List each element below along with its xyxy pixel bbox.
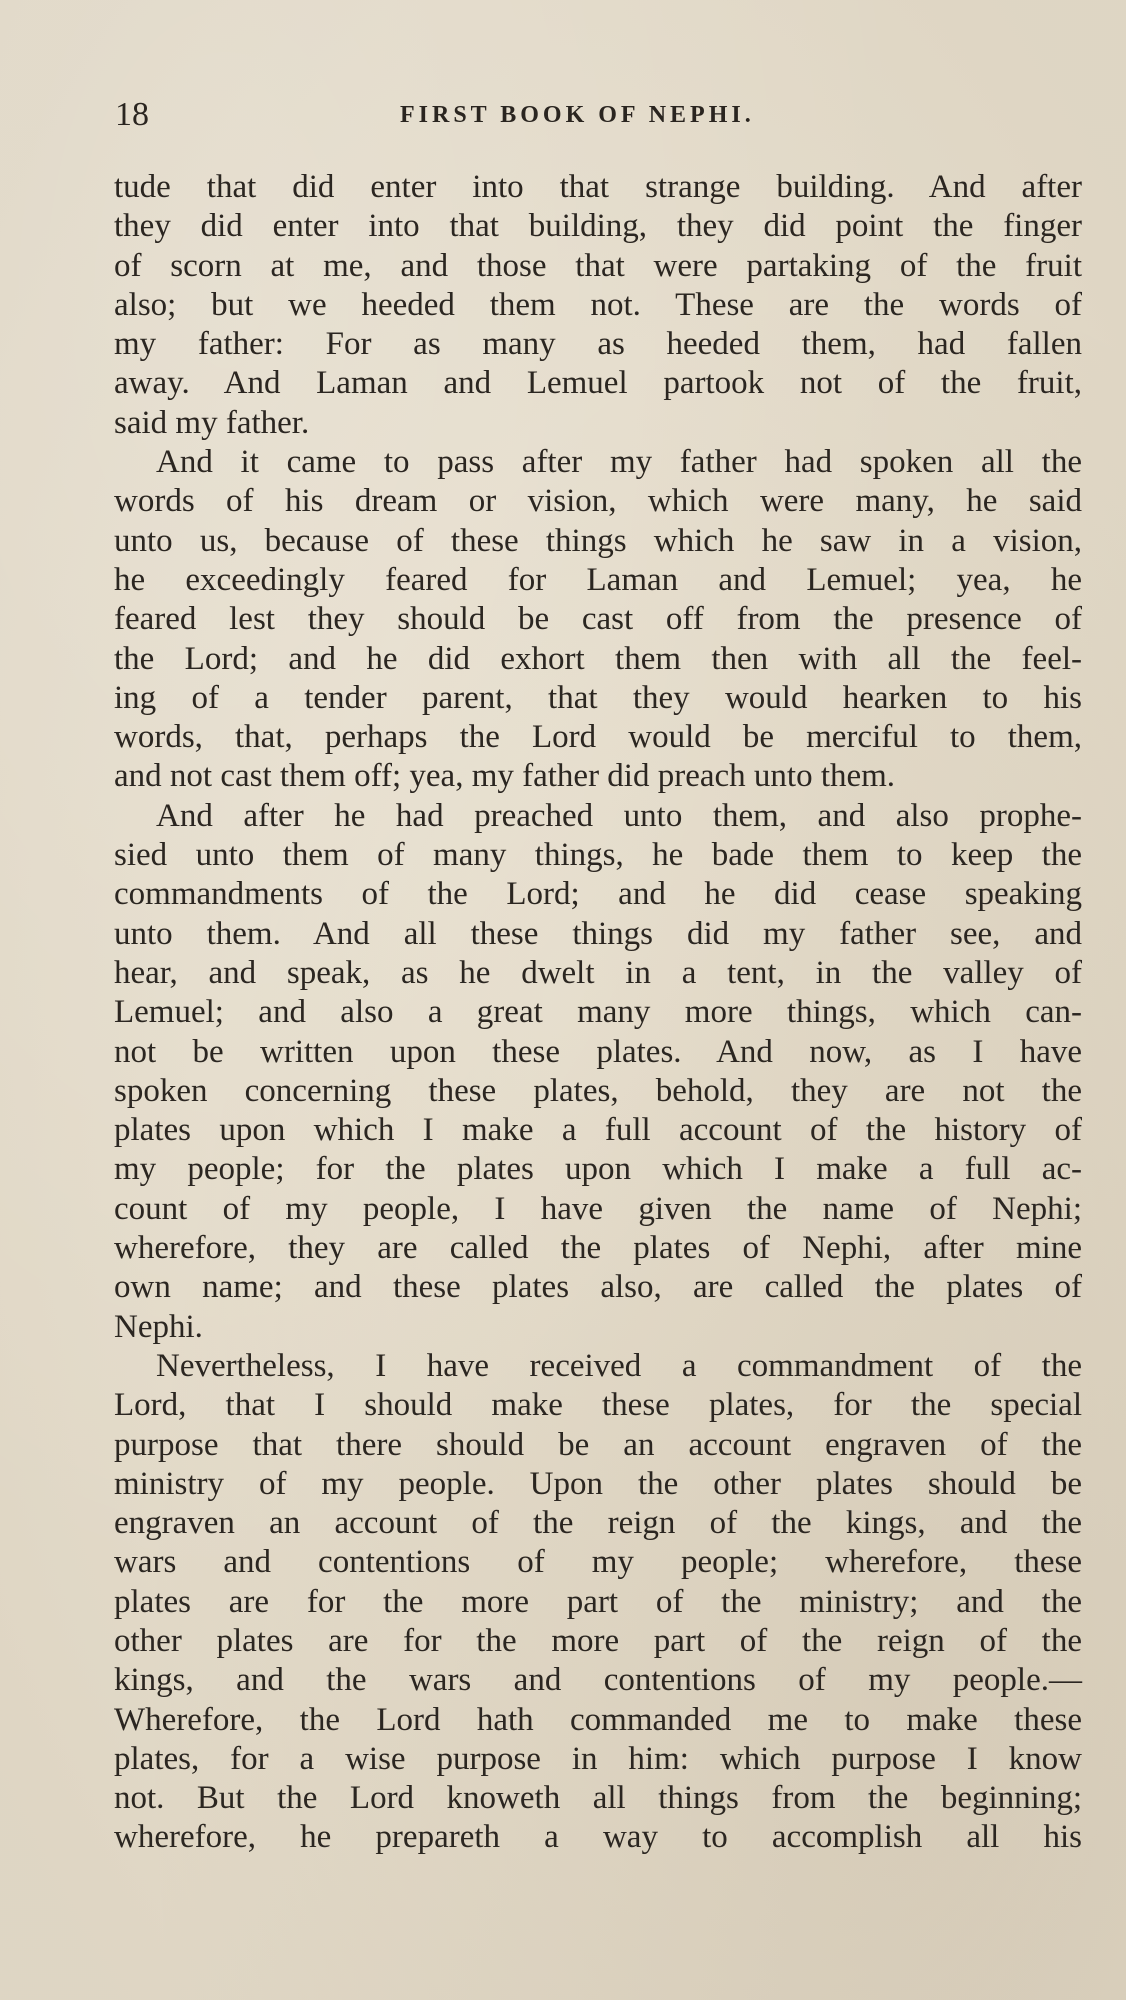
text-line: Lord, that I should make these plates, for the special [114, 1387, 1082, 1424]
text-line: my father: For as many as heeded them, had fallen [114, 326, 1082, 363]
text-line: Wherefore, the Lord hath commanded me to make these [114, 1701, 1082, 1738]
text-line: they did enter into that building, they did point the finger [114, 208, 1082, 245]
text-line: sied unto them of many things, he bade them to keep the [114, 837, 1082, 874]
text-line: of scorn at me, and those that were partaking of the fruit [114, 247, 1082, 284]
text-line: tude that did enter into that strange building. And after [114, 169, 1082, 205]
text-line: he exceedingly feared for Laman and Lemuel; yea, he [114, 561, 1082, 598]
text-line: plates, for a wise purpose in him: which purpose I know [114, 1740, 1082, 1777]
text-line: ministry of my people. Upon the other plates should be [114, 1465, 1082, 1502]
text-line: own name; and these plates also, are called the plates of [114, 1269, 1082, 1306]
text-line: and not cast them off; yea, my father did preach unto them. [114, 758, 896, 795]
text-line: And after he had preached unto them, and also prophe- [156, 797, 1082, 834]
text-line: ing of a tender parent, that they would hearken to his [114, 679, 1082, 716]
text-line: hear, and speak, as he dwelt in a tent, in the valley of [114, 954, 1082, 991]
text-line: Nevertheless, I have received a commandment of the [156, 1347, 1082, 1384]
text-line: the Lord; and he did exhort them then with all the feel- [114, 640, 1082, 677]
text-line: count of my people, I have given the name of Nephi; [114, 1190, 1082, 1227]
text-line: away. And Laman and Lemuel partook not of the fruit, [114, 365, 1082, 402]
text-line: unto us, because of these things which he saw in a vision, [114, 522, 1082, 559]
text-line: kings, and the wars and contentions of my people.— [114, 1662, 1082, 1699]
text-line: also; but we heeded them not. These are the words of [114, 286, 1082, 323]
text-line: plates are for the more part of the ministry; and the [114, 1583, 1082, 1620]
text-line: Nephi. [114, 1308, 203, 1345]
running-title: FIRST BOOK OF NEPHI. [400, 102, 755, 128]
text-line: wars and contentions of my people; wherefore, these [114, 1544, 1082, 1581]
text-line: unto them. And all these things did my father see, and [114, 915, 1082, 952]
page-number: 18 [115, 96, 149, 133]
paragraph [114, 168, 1082, 443]
text-line: words, that, perhaps the Lord would be merciful to them, [114, 719, 1082, 756]
text-line: wherefore, they are called the plates of Nephi, after mine [114, 1230, 1082, 1267]
text-line: wherefore, he prepareth a way to accomplish all his [114, 1819, 1082, 1856]
text-line: words of his dream or vision, which were many, he said [114, 483, 1082, 520]
text-line: purpose that there should be an account engraven of the [114, 1426, 1082, 1463]
text-line: not. But the Lord knoweth all things from the beginning; [114, 1780, 1082, 1817]
paragraph [114, 1347, 1082, 1858]
text-line: And it came to pass after my father had spoken all the [156, 444, 1082, 481]
text-line: other plates are for the more part of the reign of the [114, 1622, 1082, 1659]
text-line: plates upon which I make a full account of the history of [114, 1112, 1082, 1149]
text-line: commandments of the Lord; and he did cease speaking [114, 876, 1082, 913]
text-line: said my father. [114, 404, 310, 441]
text-line: not be written upon these plates. And now, as I have [114, 1033, 1082, 1070]
paragraph [114, 797, 1082, 1347]
text-line: spoken concerning these plates, behold, they are not the [114, 1072, 1082, 1109]
paragraph [114, 443, 1082, 797]
body-text [114, 168, 1082, 1858]
text-line: feared lest they should be cast off from the presence of [114, 601, 1082, 638]
text-line: Lemuel; and also a great many more things, which can- [114, 994, 1082, 1031]
text-line: engraven an account of the reign of the kings, and the [114, 1505, 1082, 1542]
running-head [0, 96, 1126, 146]
text-line: my people; for the plates upon which I make a full ac- [114, 1151, 1082, 1188]
